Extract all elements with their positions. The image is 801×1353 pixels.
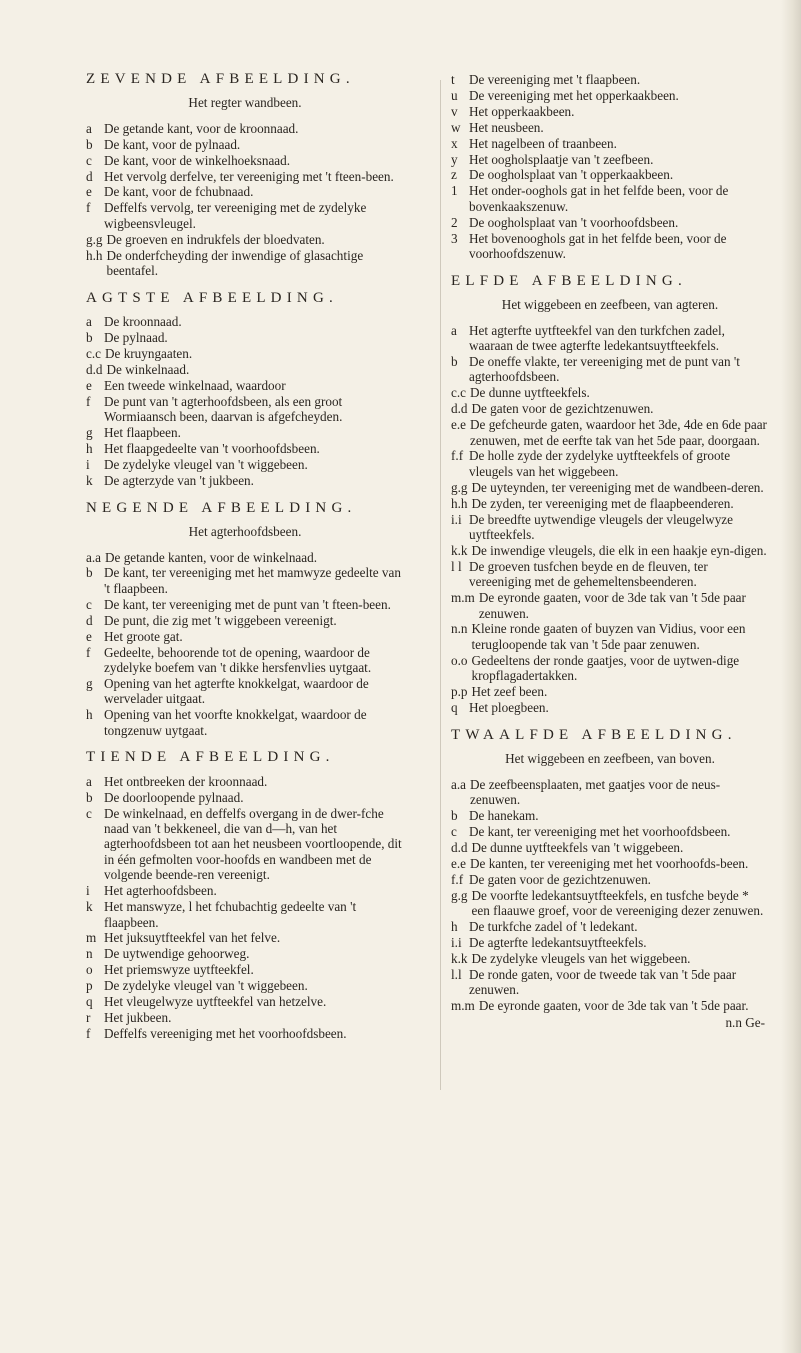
entry-key: m.m bbox=[451, 590, 475, 606]
entry-text: De holle zyde der zydelyke uytfteekfels of groote vleugels van het wiggebeen. bbox=[469, 448, 731, 479]
entry-key: h bbox=[86, 441, 93, 457]
entry-key: 1 bbox=[451, 183, 458, 199]
entry-text: Deffelfs vervolg, ter vereeniging met de zydelyke wigbeensvleugel. bbox=[104, 200, 367, 231]
entry-key: q bbox=[86, 994, 93, 1010]
legend-entry bbox=[86, 806, 404, 883]
entry-text: De turkfche zadel of 't ledekant. bbox=[469, 918, 638, 934]
section-heading: NEGENDE AFBEELDING. bbox=[86, 499, 357, 516]
entry-key: f bbox=[86, 1025, 91, 1041]
entry-text: De punt, die zig met 't wiggebeen vereenigt. bbox=[104, 612, 337, 628]
entry-text: De gaten voor de gezichtzenuwen. bbox=[469, 871, 651, 887]
entry-text: Het manswyze, l het fchubachtig gedeelte van 't flaapbeen. bbox=[104, 899, 357, 930]
legend-entry bbox=[86, 597, 404, 612]
section-heading: ZEVENDE AFBEELDING. bbox=[86, 71, 355, 87]
entry-key: a bbox=[86, 773, 92, 789]
entry-text: De gaten voor de gezichtzenuwen. bbox=[471, 401, 654, 417]
entry-text: De zeefbeensplaaten, met gaatjes voor de neus-zenuwen. bbox=[470, 776, 721, 808]
page-edge bbox=[781, 0, 801, 1353]
entry-key: e bbox=[86, 377, 92, 393]
figure-section bbox=[451, 716, 769, 1013]
legend-entry bbox=[86, 314, 404, 329]
entry-key: 3 bbox=[451, 230, 458, 246]
entry-key: n bbox=[86, 946, 93, 962]
entry-text: De getande kanten, voor de winkelnaad. bbox=[105, 549, 318, 565]
entry-text: Het nagelbeen of traanbeen. bbox=[469, 135, 617, 151]
legend-entry bbox=[451, 559, 769, 590]
entry-key: y bbox=[451, 151, 458, 167]
legend-entry bbox=[86, 994, 404, 1009]
entry-key: g.g bbox=[451, 479, 468, 495]
legend-entry bbox=[451, 480, 769, 495]
section-subheading: Het regter wandbeen. bbox=[188, 95, 302, 111]
entry-key: d.d bbox=[451, 839, 468, 855]
legend-entry bbox=[86, 790, 404, 805]
legend-entry bbox=[451, 653, 769, 684]
legend-entry bbox=[86, 550, 404, 565]
legend-entry bbox=[451, 872, 769, 887]
entry-text: De kant, voor de fchubnaad. bbox=[104, 184, 254, 200]
legend-entry bbox=[86, 883, 404, 898]
entry-key: c bbox=[451, 823, 457, 839]
legend-entry bbox=[86, 1010, 404, 1025]
figure-section bbox=[451, 72, 769, 261]
legend-entry bbox=[451, 621, 769, 652]
entry-key: u bbox=[451, 87, 458, 103]
legend-entry bbox=[451, 777, 769, 808]
entry-text: Het ploegbeen. bbox=[469, 699, 549, 715]
entry-key: x bbox=[451, 135, 458, 151]
entry-key: d.d bbox=[86, 362, 103, 377]
entry-text: Gedeelte, behoorende tot de opening, waardoor de zydelyke boefem van 't dikke hersfenvlies uytgaat. bbox=[104, 644, 372, 675]
entry-key: w bbox=[451, 119, 461, 135]
entry-text: De zyden, ter vereeniging met de flaapbeenderen. bbox=[471, 495, 734, 511]
legend-entry bbox=[451, 167, 769, 182]
entry-text: De ronde gaten, voor de tweede tak van 't 5de paar zenuwen. bbox=[469, 966, 737, 997]
entry-key: k.k bbox=[451, 950, 468, 966]
section-subheading: Het agterhoofdsbeen. bbox=[188, 524, 302, 540]
entry-key: e bbox=[86, 184, 92, 200]
entry-key: k bbox=[86, 472, 93, 488]
entry-text: Het opperkaakbeen. bbox=[469, 103, 575, 119]
legend-entry bbox=[86, 200, 404, 231]
legend-entry bbox=[451, 512, 769, 543]
entry-text: Het vervolg derfelve, ter vereeniging met 't fteen-been. bbox=[104, 168, 394, 184]
entry-text: De inwendige vleugels, die elk in een haakje eyn-digen. bbox=[471, 542, 767, 558]
legend-entry bbox=[451, 824, 769, 839]
entry-text: Het onder-ooghols gat in het felfde been, voor de bovenkaakszenuw. bbox=[469, 183, 729, 214]
legend-entry bbox=[86, 346, 404, 361]
legend-entry bbox=[451, 323, 769, 354]
entry-text: Gedeeltens der ronde gaatjes, voor de uytwen-dige kropflagadertakken. bbox=[471, 652, 740, 684]
catchword: n.n Ge- bbox=[725, 1015, 765, 1031]
entry-key: f bbox=[86, 393, 91, 409]
legend-entry bbox=[86, 473, 404, 488]
entry-text: Het flaapbeen. bbox=[104, 425, 181, 441]
entry-key: t bbox=[451, 72, 455, 87]
entry-text: De oneffe vlakte, ter vereeniging met de punt van 't agterhoofdsbeen. bbox=[469, 354, 740, 385]
entry-text: Het bovenooghols gat in het felfde been, voor de voorhoofdszenuw. bbox=[469, 230, 727, 261]
entry-key: b bbox=[451, 354, 458, 369]
entry-key: h bbox=[86, 707, 93, 723]
entry-text: De gefcheurde gaten, waardoor het 3de, 4de en 6de paar zenuwen, met de eerfte tak van het 5de paar, doorgaan. bbox=[470, 417, 767, 448]
entry-text: De punt van 't agterhoofdsbeen, als een groot Wormiaansch been, daarvan is afgefcheyden. bbox=[104, 393, 343, 425]
entry-key: q bbox=[451, 699, 458, 715]
left-column bbox=[86, 72, 404, 1042]
entry-key: i bbox=[86, 883, 90, 899]
entry-key: a.a bbox=[451, 776, 467, 792]
entry-key: f bbox=[86, 200, 91, 216]
legend-entry bbox=[86, 930, 404, 945]
entry-key: p.p bbox=[451, 684, 468, 700]
entry-text: De kanten, ter vereeniging met het voorhoofds-been. bbox=[470, 855, 749, 871]
entry-text: De kroonnaad. bbox=[104, 314, 182, 330]
entry-key: l l bbox=[451, 558, 462, 574]
entry-key: g.g bbox=[86, 231, 103, 247]
entry-text: De winkelnaad, en deffelfs overgang in de dwer-fche naad van 't bekkeneel, die van d—h, van het agterhoofdsbeen tot aan het neusbeen voortloopende, dit in één gefmolten voor-hoofds en wandbeen met de volgende beende-ren vereenigt. bbox=[104, 805, 402, 883]
entry-text: Opening van het voorfte knokkelgat, waardoor de tongzenuw uytgaat. bbox=[104, 707, 367, 738]
legend-entry bbox=[86, 978, 404, 993]
legend-entry bbox=[86, 1026, 404, 1041]
entry-key: m.m bbox=[451, 997, 475, 1013]
section-heading: ELFDE AFBEELDING. bbox=[451, 272, 687, 289]
legend-entry bbox=[451, 888, 769, 919]
legend-entry bbox=[86, 629, 404, 644]
entry-text: De uytwendige gehoorweg. bbox=[104, 946, 250, 962]
legend-entry bbox=[451, 543, 769, 558]
entry-key: d.d bbox=[451, 401, 468, 417]
legend-entry bbox=[86, 378, 404, 393]
section-gap bbox=[86, 489, 404, 501]
entry-key: c.c bbox=[86, 346, 102, 362]
entry-text: Kleine ronde gaaten of buyzen van Vidius, voor een terugloopende tak van 't 5de paar zenuwen. bbox=[471, 621, 746, 652]
legend-entry bbox=[86, 946, 404, 961]
entry-text: De pylnaad. bbox=[104, 330, 168, 346]
entry-key: h.h bbox=[451, 495, 468, 511]
legend-entry bbox=[451, 152, 769, 167]
entry-key: h bbox=[451, 918, 458, 934]
legend-entry bbox=[451, 998, 769, 1013]
legend-entry bbox=[451, 700, 769, 715]
legend-entry bbox=[86, 899, 404, 930]
legend-entry bbox=[451, 856, 769, 871]
entry-key: c bbox=[86, 596, 92, 612]
figure-section bbox=[86, 72, 404, 278]
entry-text: De getande kant, voor de kroonnaad. bbox=[104, 120, 299, 136]
entry-text: De eyronde gaaten, voor de 3de tak van 't 5de paar zenuwen. bbox=[478, 590, 746, 621]
entry-key: e bbox=[86, 628, 92, 644]
entry-key: e.e bbox=[451, 855, 467, 871]
entry-text: Het juksuytfteekfel van het felve. bbox=[104, 930, 281, 946]
entry-text: De kant, ter vereeniging met het mamwyze gedeelte van 't flaapbeen. bbox=[104, 565, 401, 596]
entry-key: a.a bbox=[86, 549, 102, 565]
entry-key: i.i bbox=[451, 934, 462, 950]
entry-key: f.f bbox=[451, 871, 464, 887]
entry-key: l.l bbox=[451, 966, 462, 982]
entry-key: b bbox=[451, 807, 458, 823]
entry-text: De agterfte ledekantsuytfteekfels. bbox=[469, 934, 647, 950]
entry-key: a bbox=[86, 120, 92, 136]
entry-key: b bbox=[86, 565, 93, 581]
entry-key: n.n bbox=[451, 621, 468, 637]
entry-key: k.k bbox=[451, 542, 468, 558]
entry-key: c bbox=[86, 805, 92, 821]
legend-entry bbox=[86, 248, 404, 279]
entry-key: d bbox=[86, 612, 93, 628]
entry-text: Het agterhoofdsbeen. bbox=[104, 883, 217, 899]
entry-text: De voorfte ledekantsuytfteekfels, en tusfche beyde * een flaauwe groef, voor de vereeniging dezer zenuwen. bbox=[471, 887, 764, 918]
entry-key: g bbox=[86, 425, 93, 441]
entry-key: r bbox=[86, 1009, 91, 1025]
column-divider bbox=[440, 80, 441, 1090]
entry-text: De uyteynden, ter vereeniging met de wandbeen-deren. bbox=[471, 479, 764, 495]
legend-entry bbox=[86, 676, 404, 707]
legend-entry bbox=[451, 215, 769, 230]
entry-text: De kant, voor de pylnaad. bbox=[104, 136, 241, 152]
entry-key: c bbox=[86, 152, 92, 168]
legend-entry bbox=[451, 354, 769, 385]
entry-text: Het neusbeen. bbox=[469, 119, 544, 135]
entry-text: De onderfcheyding der inwendige of glasachtige beentafel. bbox=[106, 247, 364, 278]
entry-key: i.i bbox=[451, 511, 462, 527]
entry-key: a bbox=[451, 322, 457, 338]
legend-entry bbox=[451, 919, 769, 934]
legend-entry bbox=[86, 330, 404, 345]
figure-section bbox=[86, 738, 404, 1041]
legend-entry bbox=[86, 153, 404, 168]
section-heading: TIENDE AFBEELDING. bbox=[86, 749, 335, 766]
legend-entry bbox=[86, 565, 404, 596]
entry-text: Opening van het agterfte knokkelgat, waardoor de wervelader uitgaat. bbox=[104, 675, 369, 707]
legend-entry bbox=[86, 362, 404, 377]
entry-key: k bbox=[86, 899, 93, 915]
entry-text: De breedfte uytwendige vleugels der vleugelwyze uytfteekfels. bbox=[469, 511, 734, 542]
entry-text: De oogholsplaat van 't opperkaakbeen. bbox=[469, 167, 674, 183]
legend-entry bbox=[451, 590, 769, 621]
legend-entry bbox=[86, 707, 404, 738]
legend-entry bbox=[451, 401, 769, 416]
entry-text: De dunne uytfteekfels. bbox=[470, 385, 590, 401]
legend-entry bbox=[451, 448, 769, 479]
right-column bbox=[451, 72, 769, 1031]
entry-key: v bbox=[451, 103, 458, 119]
entry-text: De zydelyke vleugels van het wiggebeen. bbox=[471, 950, 691, 966]
section-subheading: Het wiggebeen en zeefbeen, van boven. bbox=[505, 751, 715, 767]
legend-entry bbox=[451, 496, 769, 511]
entry-key: m bbox=[86, 930, 97, 946]
entry-text: De zydelyke vleugel van 't wiggebeen. bbox=[104, 978, 308, 994]
entry-key: p bbox=[86, 978, 93, 994]
legend-entry bbox=[451, 417, 769, 448]
entry-text: Het oogholsplaatje van 't zeefbeen. bbox=[469, 151, 654, 167]
legend-entry bbox=[86, 184, 404, 199]
figure-section bbox=[86, 279, 404, 488]
entry-text: Deffelfs vereeniging met het voorhoofdsbeen. bbox=[104, 1025, 347, 1041]
entry-text: De groeven tusfchen beyde en de fleuven, ter vereeniging met de gehemeltensbeenderen. bbox=[469, 558, 708, 590]
entry-text: De groeven en indrukfels der bloedvaten. bbox=[106, 231, 325, 247]
legend-entry bbox=[86, 169, 404, 184]
entry-text: De eyronde gaaten, voor de 3de tak van 't 5de paar. bbox=[478, 997, 749, 1013]
figure-section bbox=[86, 489, 404, 738]
entry-text: Het agterfte uytfteekfel van den turkfchen zadel, waaraan de twee agterfte ledekantsuytfteekfels. bbox=[469, 322, 725, 354]
entry-key: b bbox=[86, 136, 93, 152]
entry-text: Het flaapgedeelte van 't voorhoofdsbeen. bbox=[104, 441, 320, 457]
section-heading: AGTSTE AFBEELDING. bbox=[86, 289, 338, 306]
legend-entry bbox=[451, 88, 769, 103]
entry-text: Het zeef been. bbox=[471, 684, 548, 700]
legend-entry bbox=[451, 951, 769, 966]
legend-entry bbox=[451, 808, 769, 823]
entry-key: c.c bbox=[451, 385, 467, 401]
entry-key: d bbox=[86, 168, 93, 184]
entry-text: De zydelyke vleugel van 't wiggebeen. bbox=[104, 456, 308, 472]
entry-text: Het groote gat. bbox=[104, 628, 183, 644]
entry-text: De agterzyde van 't jukbeen. bbox=[104, 472, 254, 488]
entry-key: b bbox=[86, 789, 93, 805]
legend-entry bbox=[86, 962, 404, 977]
entry-text: De dunne uytfteekfels van 't wiggebeen. bbox=[471, 839, 684, 855]
legend-entry bbox=[86, 121, 404, 136]
legend-entry bbox=[451, 385, 769, 400]
entry-text: De vereeniging met het opperkaakbeen. bbox=[469, 87, 679, 103]
legend-entry bbox=[451, 183, 769, 214]
entry-key: f.f bbox=[451, 448, 464, 464]
entry-text: Het priemswyze uytfteekfel. bbox=[104, 962, 254, 978]
entry-text: Een tweede winkelnaad, waardoor bbox=[104, 377, 286, 393]
legend-entry bbox=[451, 840, 769, 855]
entry-key: b bbox=[86, 330, 93, 346]
entry-text: De kant, ter vereeniging met de punt van 't fteen-been. bbox=[104, 596, 391, 612]
section-subheading: Het wiggebeen en zeefbeen, van agteren. bbox=[501, 297, 719, 313]
entry-text: De winkelnaad. bbox=[106, 362, 190, 377]
entry-text: De doorloopende pylnaad. bbox=[104, 789, 244, 805]
entry-key: h.h bbox=[86, 247, 103, 263]
entry-text: De vereeniging met 't flaapbeen. bbox=[469, 72, 641, 87]
legend-entry bbox=[86, 613, 404, 628]
legend-entry bbox=[86, 774, 404, 789]
legend-entry bbox=[451, 935, 769, 950]
entry-text: Het vleugelwyze uytfteekfel van hetzelve. bbox=[104, 994, 327, 1010]
entry-text: Het jukbeen. bbox=[104, 1009, 172, 1025]
entry-key: 2 bbox=[451, 214, 458, 230]
legend-entry bbox=[451, 120, 769, 135]
entry-text: De kruyngaaten. bbox=[105, 346, 193, 362]
entry-key: e.e bbox=[451, 417, 467, 433]
legend-entry bbox=[86, 137, 404, 152]
entry-key: o bbox=[86, 962, 93, 978]
entry-key: z bbox=[451, 167, 457, 183]
legend-entry bbox=[451, 72, 769, 87]
legend-entry bbox=[86, 232, 404, 247]
legend-entry bbox=[451, 104, 769, 119]
entry-text: De kant, ter vereeniging met het voorhoofdsbeen. bbox=[469, 823, 731, 839]
figure-section bbox=[451, 262, 769, 715]
legend-entry bbox=[451, 136, 769, 151]
legend-entry bbox=[451, 684, 769, 699]
legend-entry bbox=[86, 441, 404, 456]
entry-key: f bbox=[86, 644, 91, 660]
section-heading: TWAALFDE AFBEELDING. bbox=[451, 726, 737, 743]
entry-key: g.g bbox=[451, 887, 468, 903]
entry-text: De kant, voor de winkelhoeksnaad. bbox=[104, 152, 291, 168]
entry-key: i bbox=[86, 456, 90, 472]
right-sections bbox=[451, 72, 769, 1013]
legend-entry bbox=[86, 457, 404, 472]
legend-entry bbox=[451, 231, 769, 262]
entry-key: g bbox=[86, 675, 93, 691]
legend-entry bbox=[86, 645, 404, 676]
entry-key: o.o bbox=[451, 652, 468, 668]
legend-entry bbox=[451, 967, 769, 998]
entry-key: a bbox=[86, 314, 92, 330]
entry-text: De hanekam. bbox=[469, 807, 539, 823]
entry-text: De oogholsplaat van 't voorhoofdsbeen. bbox=[469, 214, 679, 230]
legend-entry bbox=[86, 425, 404, 440]
entry-text: Het ontbreeken der kroonnaad. bbox=[104, 773, 268, 789]
legend-entry bbox=[86, 394, 404, 425]
